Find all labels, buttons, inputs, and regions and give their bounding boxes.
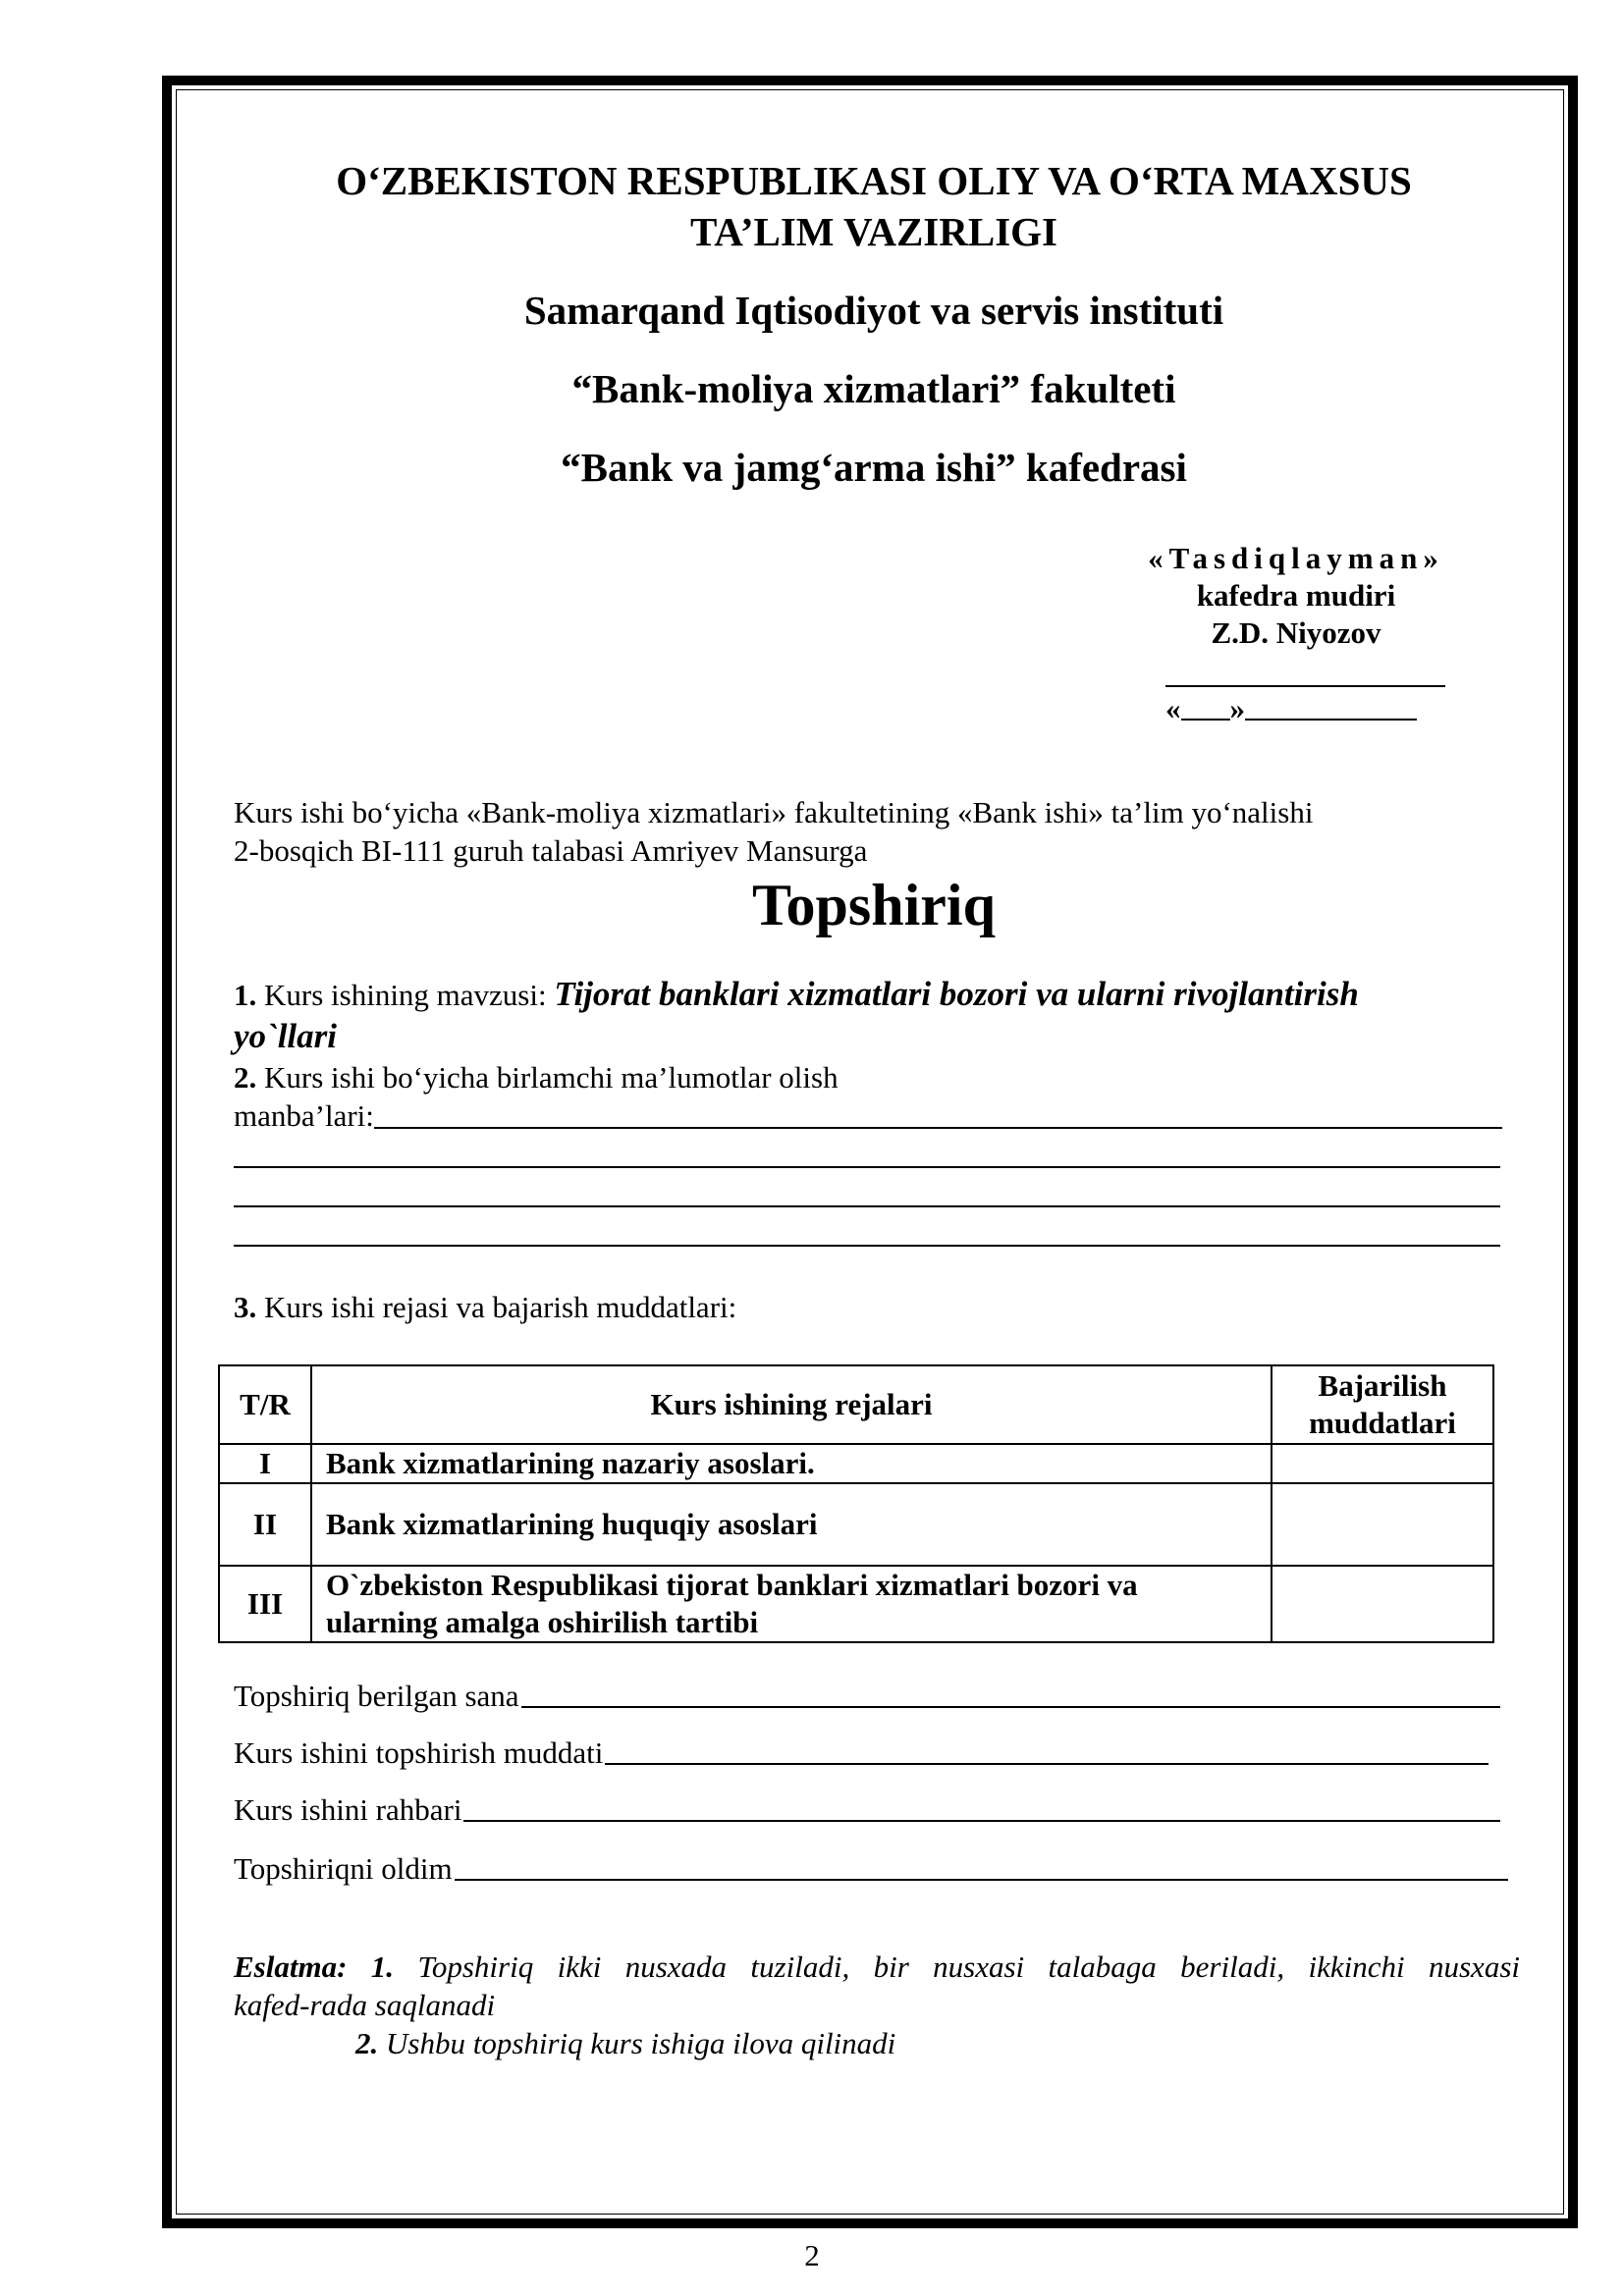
intro-line-1: Kurs ishi bo‘yicha «Bank-moliya xizmatlari» fakultetining «Bank ishi» ta’lim yo‘nalishi — [234, 795, 1314, 829]
header-deadline-line-2: muddatlari — [1309, 1406, 1456, 1440]
deadline-label: Kurs ishini topshirish muddati — [234, 1735, 604, 1770]
ministry-line-1: O‘ZBEKISTON RESPUBLIKASI OLIY VA O‘RTA MAXSUS — [336, 158, 1412, 203]
deadline-row — [234, 1735, 1489, 1771]
row-text-line-2: ularning amalga oshirilish tartibi — [326, 1605, 759, 1639]
supervisor-label: Kurs ishini rahbari — [234, 1792, 462, 1827]
deadline-blank — [605, 1763, 1489, 1765]
received-label: Topshiriqni oldim — [234, 1851, 453, 1886]
item-2-label-line-1: Kurs ishi bo‘yicha birlamchi ma’lumotlar olish — [256, 1060, 839, 1095]
row-deadline — [1272, 1566, 1493, 1642]
faculty-name: “Bank-moliya xizmatlari” fakulteti — [571, 366, 1176, 411]
note-number-1: 1. — [370, 1949, 395, 1984]
note-number-2: 2. — [355, 2026, 379, 2060]
item-1-topic-line-2: yo`llari — [234, 1017, 337, 1055]
item-2-label-line-2: manba’lari: — [234, 1098, 374, 1133]
item-3-label: Kurs ishi rejasi va bajarish muddatlari: — [256, 1290, 737, 1324]
row-deadline — [1272, 1483, 1493, 1566]
item-2-number: 2. — [234, 1060, 257, 1095]
row-text: Bank xizmatlarining nazariy asoslari. — [311, 1444, 1272, 1483]
plan-table — [218, 1364, 1494, 1643]
table-row — [219, 1566, 1493, 1642]
given-date-row — [234, 1679, 1500, 1714]
sources-blank-line-3 — [234, 1205, 1500, 1207]
item-3-number: 3. — [234, 1290, 257, 1324]
row-num: III — [219, 1566, 311, 1642]
supervisor-blank — [463, 1820, 1500, 1822]
note-text-2: Ushbu topshiriq kurs ishiga ilova qilinadi — [378, 2026, 896, 2060]
header-num: T/R — [219, 1365, 311, 1444]
row-num: II — [219, 1483, 311, 1566]
item-1-topic-line-1: Tijorat banklari xizmatlari bozori va ularni rivojlantirish — [554, 975, 1359, 1013]
note-text-1-line-1: Topshiriq ikki nusxada tuziladi, bir nusxasi talabaga beriladi, ikkinchi nusxasi — [394, 1949, 1520, 1984]
row-deadline — [1272, 1444, 1493, 1483]
note-label: Eslatma: — [234, 1949, 371, 1984]
given-date-label: Topshiriq berilgan sana — [234, 1679, 519, 1713]
sources-blank-line-4 — [234, 1245, 1500, 1247]
received-blank — [455, 1879, 1508, 1881]
document-title: Topshiriq — [752, 873, 996, 937]
table-row — [219, 1444, 1493, 1483]
row-text: Bank xizmatlarining huquqiy asoslari — [311, 1483, 1272, 1566]
date-close-quote: » — [1229, 691, 1245, 725]
date-day-blank — [1181, 719, 1230, 721]
date-open-quote: « — [1165, 691, 1181, 725]
intro-line-2: 2-bosqich BI-111 guruh talabasi Amriyev Mansurga — [234, 833, 868, 868]
department-name: “Bank va jamg‘arma ishi” kafedrasi — [561, 445, 1187, 490]
intro-text — [234, 793, 1510, 870]
table-header-row — [219, 1365, 1493, 1444]
row-text-line-1: O`zbekiston Respublikasi tijorat banklari xizmatlari bozori va — [326, 1568, 1138, 1602]
approval-block — [1119, 540, 1473, 652]
item-1 — [234, 974, 1510, 1058]
item-3 — [234, 1288, 1510, 1326]
approval-date-line — [1165, 691, 1460, 726]
approver-role: kafedra mudiri — [1196, 578, 1396, 613]
approve-word: «Tasdiqlayman» — [1148, 541, 1444, 575]
item-1-number: 1. — [234, 978, 257, 1012]
item-1-label: Kurs ishining mavzusi: — [256, 978, 555, 1012]
sources-blank-line-1 — [374, 1127, 1502, 1129]
ministry-title — [196, 155, 1551, 257]
table-row — [219, 1483, 1493, 1566]
page-number: 2 — [804, 2238, 820, 2272]
sources-blank-line-2 — [234, 1166, 1500, 1168]
given-date-blank — [521, 1706, 1500, 1708]
institute-name: Samarqand Iqtisodiyot va servis instituti — [523, 288, 1224, 333]
item-2 — [234, 1058, 1510, 1135]
date-month-blank — [1245, 719, 1417, 721]
row-text — [311, 1566, 1272, 1642]
note-block — [234, 1948, 1520, 2062]
row-num: I — [219, 1444, 311, 1483]
received-row — [234, 1851, 1508, 1887]
approval-signature-line — [1165, 685, 1445, 687]
ministry-line-2: TA’LIM VAZIRLIGI — [689, 209, 1058, 254]
note-text-1-line-2: kafed-rada saqlanadi — [234, 1988, 496, 2022]
approver-name: Z.D. Niyozov — [1211, 615, 1381, 650]
header-plan: Kurs ishining rejalari — [311, 1365, 1272, 1444]
header-deadline — [1272, 1365, 1493, 1444]
supervisor-row — [234, 1792, 1500, 1828]
header-deadline-line-1: Bajarilish — [1318, 1368, 1447, 1403]
